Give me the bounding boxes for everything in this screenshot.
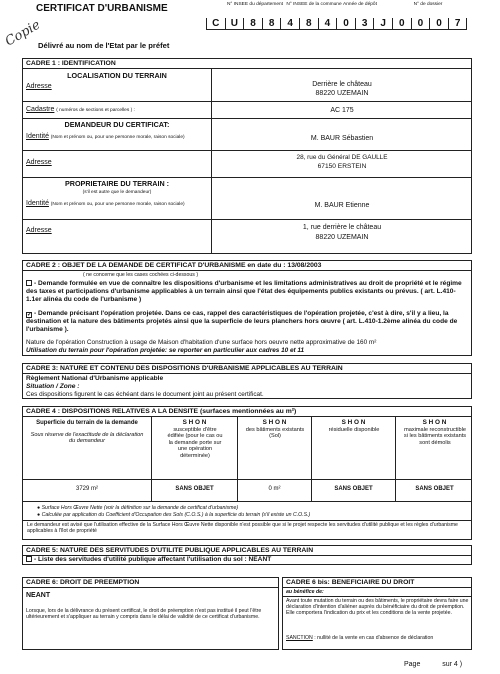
col4-title: S H O N: [341, 419, 366, 426]
value-shon-existants: 0 m²: [268, 486, 281, 492]
code-char-box: 8: [262, 18, 281, 30]
cadre-6bis-title: CADRE 6 bis: BENEFICIAIRE DU DROIT: [283, 578, 471, 588]
identite-hint: (Nom et prénom ou, pour une personne morale, raison sociale): [50, 135, 185, 140]
code-char-box: C: [206, 18, 225, 30]
note2-text: Calculée par application du Coefficient d'Occupation des Sols (C.O.S.) à la superficie du terrain (s'il existe un C.O.S.): [41, 512, 311, 518]
sanction-text: : nullité de la vente en cas d'absence de déclaration: [314, 635, 434, 641]
cadre-4-note1: ● Surface Hors Œuvre Nette (voir la définition sur la demande de certificat d'urbanisme): [37, 505, 239, 511]
col-dossier: N° de dossier: [413, 2, 443, 7]
cadre-5-title: CADRE 5: NATURE DES SERVITUDES D'UTILITE PUBLIQUE APPLICABLES AU TERRAIN: [23, 546, 471, 556]
page-label: Page: [404, 661, 421, 668]
cadre-4-note2: ● Calculée par application du Coefficient d'Occupation des Sols (C.O.S.) à la superficie du terrain (s'il existe un C.O.S.): [37, 512, 311, 518]
cadre-3-line3: Ces dispositions figurent le cas échéant dans le document joint au présent certificat.: [26, 391, 264, 398]
code-char-box: 8: [299, 18, 318, 30]
proprietaire-title: PROPRIETAIRE DU TERRAIN :: [64, 179, 170, 188]
value-shon-edifiable: SANS OBJET: [175, 486, 214, 492]
proprietaire-adresse-line2: 88220 UZEMAIN: [315, 234, 369, 241]
page-title: CERTIFICAT D'URBANISME: [36, 3, 168, 14]
demandeur-identite-row: [26, 133, 208, 141]
proprietaire-hint: (s'il est autre que le demandeur): [82, 190, 152, 195]
note1-text: Surface Hors Œuvre Nette (voir la définition sur la demande de certificat d'urbanisme): [41, 505, 239, 511]
cadre-6-value: NEANT: [26, 592, 51, 599]
code-char-box: 4: [318, 18, 337, 30]
cadre-3-line1: Règlement National d'Urbanisme applicable: [26, 375, 164, 382]
proprietaire-adresse-line1: 1, rue derrière le château: [302, 224, 382, 231]
cadre-2-option2: [26, 310, 470, 334]
cadre-4: [22, 406, 472, 540]
cadre-6-text: Lorsque, lors de la délivrance du présent certificat, le droit de préemption n'est pas institué il peut l'être ultérieurement et s'appliquer au terrain y compris dans le délai de validité de ce certificat d'urbanisme.: [26, 608, 262, 621]
terrain-adresse-line2: 88220 UZEMAIN: [315, 90, 369, 97]
cadre-5-line: [26, 556, 271, 564]
cadastre-value: AC 175: [330, 107, 354, 114]
cadre-3: [22, 363, 472, 399]
cadre-2: [22, 260, 472, 356]
page-indicator: [404, 661, 462, 669]
code-char-box: 0: [429, 18, 448, 30]
proprietaire-identite-hint: (Nom et prénom ou, pour une personne morale, raison sociale): [50, 202, 185, 207]
adresse-label: Adresse: [26, 83, 52, 90]
delivre-line: Délivré au nom de l'Etat par le préfet: [38, 41, 170, 50]
demandeur-title: DEMANDEUR DU CERTIFICAT:: [64, 120, 170, 129]
col1-title: Superficie du terrain de la demande: [36, 420, 138, 426]
sanction-label: SANCTION: [286, 635, 313, 641]
cadastre-label: Cadastre: [26, 106, 55, 113]
cadre-6: [22, 577, 279, 650]
col-annee-depot: Année de dépôt: [343, 2, 377, 7]
col4-hint: résiduelle disponible: [328, 427, 380, 433]
cadre-1: [22, 58, 472, 254]
code-char-box: J: [373, 18, 392, 30]
col5-hint: maximale reconstructible si les bâtiments existants sont démolis: [403, 427, 467, 446]
cadre-6-title: CADRE 6: DROIT DE PREEMPTION: [23, 578, 278, 588]
option1-text: - Demande formulée en vue de connaître les dispositions d'urbanisme et les limitations administratives au droit de propriété et le régime des taxes et participations d'urbanisme applicables à un terrain ainsi que l'état des équipements publics existants ou prévus. ( art. L.410-1.1er alinéa du code de l'urbanisme ): [26, 280, 462, 303]
col3-hint: des bâtiments existants (Sol): [245, 427, 305, 440]
col2-hint: susceptible d'être édifiée (pour le cas ou la demande porte sur une opération déterminée): [167, 427, 223, 459]
code-char-box: 7: [448, 18, 467, 30]
option2-text: - Demande précisant l'opération projetée. Dans ce cas, rappel des caractéristiques de l'opération projetée, c'est à dire, s'il y a lieu, la destination et la nature des bâtiments projetés ainsi que la superficie de leurs planchers hors œuvre ( art. L.410-1.2ème alinéa du code de l'urbanisme ).: [26, 310, 458, 333]
col3-title: S H O N: [262, 419, 287, 426]
code-char-box: 0: [336, 18, 355, 30]
servitudes-text: - Liste des servitudes d'utilité publique affectant l'utilisation du sol : NEANT: [34, 556, 272, 563]
value-shon-maximale: SANS OBJET: [415, 486, 454, 492]
col2-title: S H O N: [182, 419, 207, 426]
servitudes-checkbox[interactable]: [26, 556, 32, 562]
code-char-box: 0: [392, 18, 411, 30]
cadre-6bis-benefice: au bénéfice de:: [286, 589, 324, 595]
demandeur-adresse-line1: 28, rue du Général DE GAULLE: [296, 154, 388, 161]
cadre-4-title: CADRE 4 : DISPOSITIONS RELATIVES A LA DENSITE (surfaces mentionnées au m²): [23, 407, 471, 417]
option2-checkbox[interactable]: ✓: [27, 312, 33, 318]
value-superficie: 3729 m²: [75, 486, 98, 492]
option1-checkbox[interactable]: [26, 280, 32, 286]
code-char-box: 8: [243, 18, 262, 30]
page-total: sur 4 ): [442, 661, 463, 668]
cadre-6bis-text: Avant toute mutation du terrain ou des bâtiments, le propriétaire devra faire une déclaration d'intention d'aliéner auprès du bénéficiaire du droit de préemption. Elle comportera l'indication du prix et les conditions de la vente projetée.: [286, 598, 469, 617]
identite-label: Identité: [26, 133, 49, 140]
cadre-3-line2: Situation / Zone :: [26, 383, 80, 390]
terrain-adresse-line1: Derrière le château: [312, 81, 372, 88]
cadastre-hint: ( numéros de sections et parcelles ) :: [56, 108, 135, 113]
cadre-2-option1: [26, 280, 470, 303]
cadre-1-title: CADRE 1 : IDENTIFICATION: [23, 59, 471, 69]
utilisation-terrain: Utilisation du terrain pour l'opération projetée: se reporter en particulier aux cadres 10 et 11: [26, 347, 305, 354]
code-char-box: 4: [280, 18, 299, 30]
demandeur-identite: M. BAUR Sébastien: [310, 135, 374, 142]
col-insee-departement: N° INSEE du département: [226, 2, 284, 7]
cadre-6bis-sanction: [286, 635, 470, 641]
code-char-box: 0: [411, 18, 430, 30]
demandeur-adresse-line2: 67150 ERSTEIN: [317, 163, 367, 170]
cadre-6bis: [282, 577, 472, 650]
proprietaire-identite: M. BAUR Etienne: [314, 202, 370, 209]
cadre-4-warning: Le demandeur est avisé que l'utilisation effective de la Surface Hors Œuvre Nette disponible n'est possible que si le projet respecte les servitudes d'utilité publique et les règles d'urbanisme applicables à l'îlot de propriété: [27, 522, 458, 535]
proprietaire-identite-row: [26, 200, 208, 208]
proprietaire-identite-label: Identité: [26, 200, 49, 207]
handwritten-annotation: Copie: [2, 17, 44, 50]
col5-title: S H O N: [422, 419, 447, 426]
cadre-5: [22, 545, 472, 565]
col1-hint: Sous réserve de l'exactitude de la déclaration du demandeur: [30, 432, 144, 445]
cadastre-label-row: [26, 106, 135, 114]
col-insee-commune: N° INSEE de la commune: [286, 2, 342, 7]
value-shon-residuelle: SANS OBJET: [334, 486, 373, 492]
code-char-box: 3: [355, 18, 374, 30]
code-char-box: U: [225, 18, 244, 30]
cadre-2-title: CADRE 2 : OBJET DE LA DEMANDE DE CERTIFICAT D'URBANISME en date du : 13/08/2003: [23, 261, 471, 271]
proprietaire-adresse-label: Adresse: [26, 227, 52, 234]
cadre-3-title: CADRE 3: NATURE ET CONTENU DES DISPOSITIONS D'URBANISME APPLICABLES AU TERRAIN: [23, 364, 471, 374]
cadre-2-subtitle: ( ne concerne que les cases cochées ci-dessous ): [83, 272, 199, 278]
demandeur-adresse-label: Adresse: [26, 159, 52, 166]
nature-operation: Nature de l'opération Construction à usage de Maison d'habitation d'une surface hors oeuvre nette approximative de 160 m²: [26, 339, 377, 346]
localisation-title: LOCALISATION DU TERRAIN: [67, 71, 167, 80]
